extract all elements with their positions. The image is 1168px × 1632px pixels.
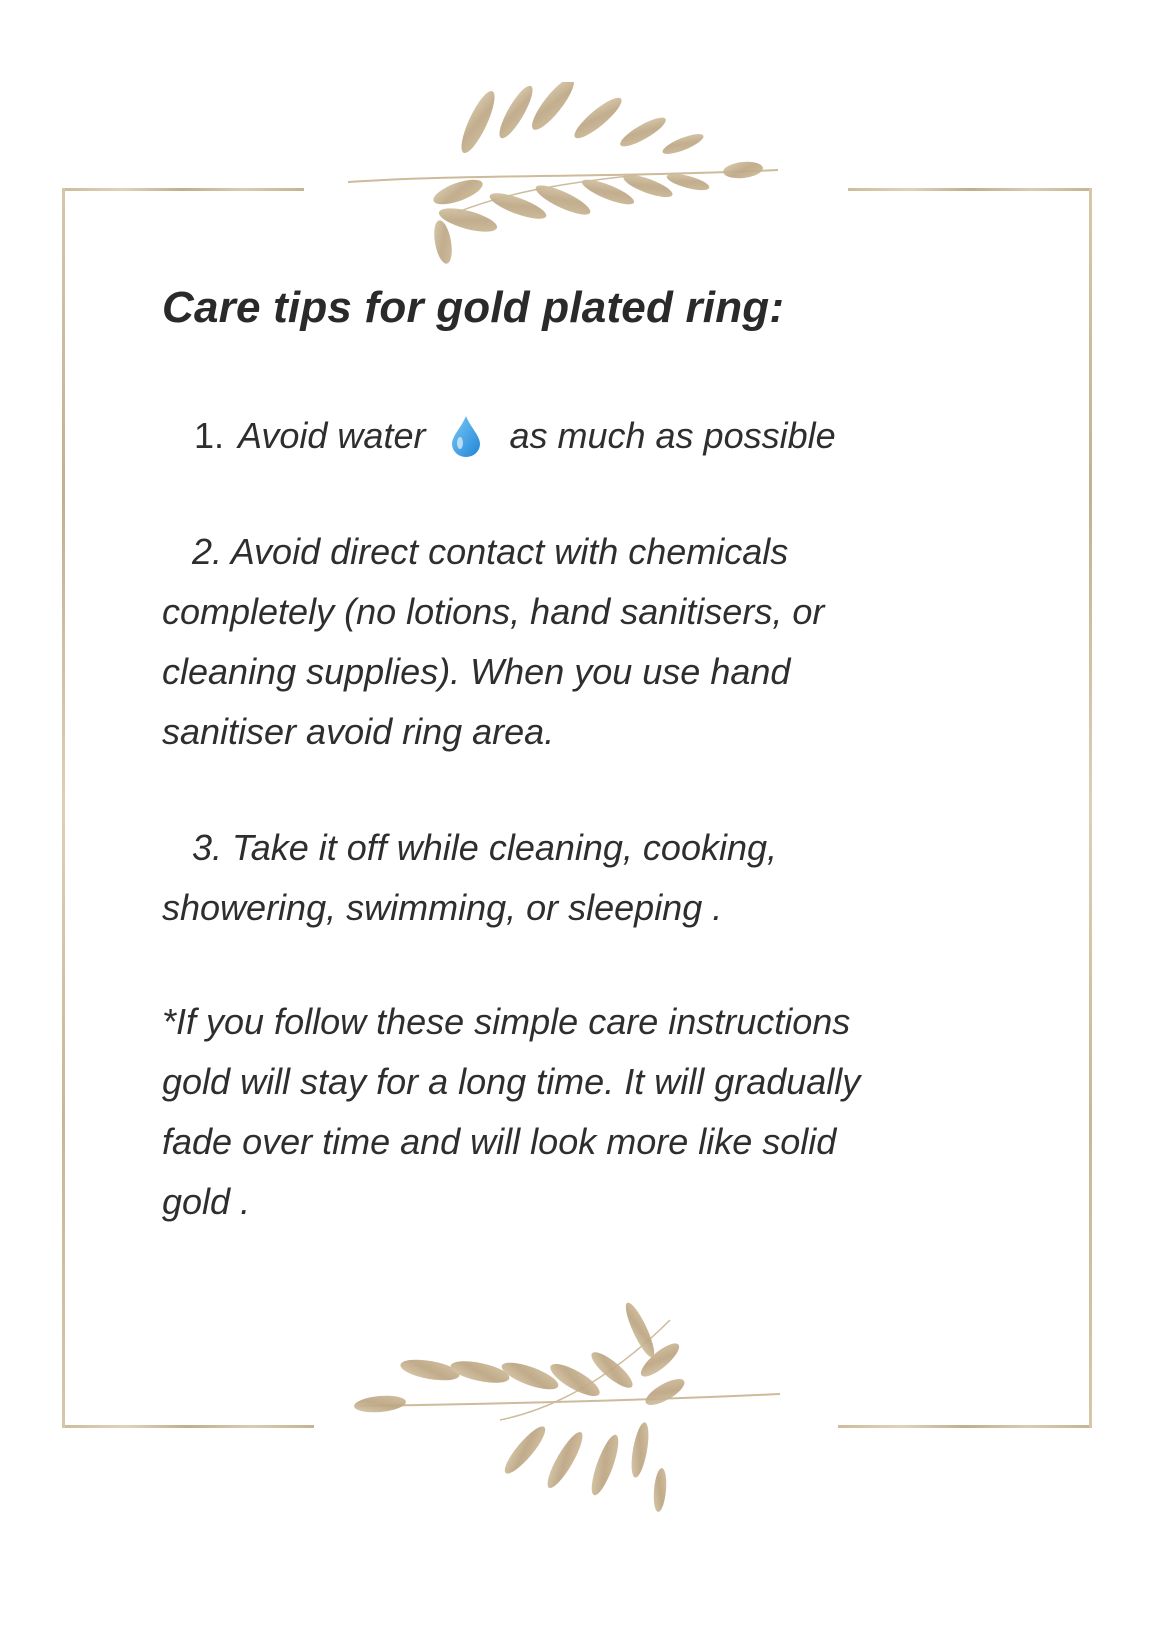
tip-1-number: 1. [194, 415, 225, 456]
tip-2-line: sanitiser avoid ring area. [162, 711, 555, 752]
tip-3-line: 3. Take it off while cleaning, cooking, [192, 827, 778, 868]
card-content [162, 282, 1042, 1222]
tip-2-line: cleaning supplies). When you use hand [162, 651, 791, 692]
gold-frame [62, 188, 1092, 1428]
frame-bottom-right-line [838, 1425, 1092, 1428]
tip-1 [194, 406, 836, 466]
water-drop-icon [449, 414, 483, 458]
tip-1-text-after: as much as possible [509, 415, 836, 456]
leaf-sprig-bottom-icon [350, 1300, 800, 1520]
frame-right-line [1089, 188, 1092, 1428]
note-line: gold will stay for a long time. It will gradually [162, 1061, 861, 1102]
note-line: *If you follow these simple care instructions [162, 1001, 851, 1042]
tip-3-line: showering, swimming, or sleeping . [162, 887, 723, 928]
page-title: Care tips for gold plated ring: [162, 283, 785, 332]
tip-2-line: 2. Avoid direct contact with chemicals [192, 531, 789, 572]
frame-left-line [62, 188, 65, 1428]
frame-bottom-left-line [62, 1425, 314, 1428]
frame-top-right-line [848, 188, 1092, 191]
care-note [162, 992, 1022, 1232]
note-line: fade over time and will look more like solid [162, 1121, 837, 1162]
tip-1-text-before: Avoid water [238, 415, 426, 456]
note-line: gold . [162, 1181, 251, 1222]
leaf-sprig-top-icon [348, 82, 788, 282]
tip-2-line: completely (no lotions, hand sanitisers, or [162, 591, 825, 632]
tip-3 [162, 818, 1002, 938]
tip-2 [162, 522, 1002, 762]
frame-top-left-line [62, 188, 304, 191]
